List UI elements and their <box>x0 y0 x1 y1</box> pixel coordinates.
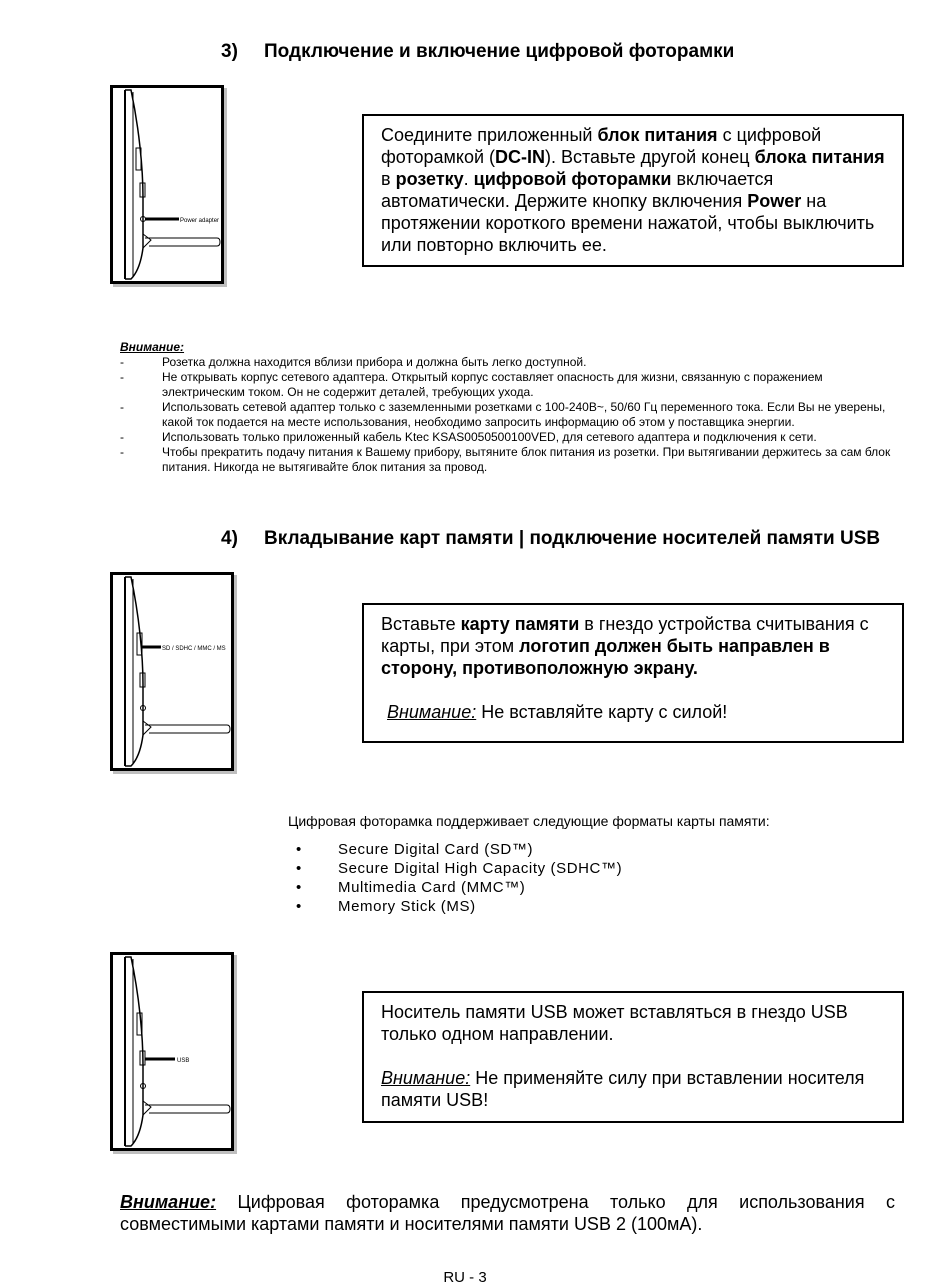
card-slot-callout: SD / SDHC / MMC / MS <box>162 646 226 652</box>
usb-instructions-text: Носитель памяти USB может вставляться в гнездо USB только одном направлении. <box>381 1002 848 1044</box>
section-3-heading <box>221 40 734 64</box>
section-3-number: 3) <box>221 41 238 62</box>
compatibility-note <box>120 1191 895 1235</box>
power-instructions-text: Соедините приложенный блок питания с цифровой фоторамкой (DC-IN). Вставьте другой конец блока питания в розетку. цифровой фоторамки включается автоматически. Держите кнопку включения Power на протяжении короткого времени нажатой, чтобы выключить или повторно включить ее. <box>381 125 885 255</box>
warning-item: - Чтобы прекратить подачу питания к Вашему прибору, вытяните блок питания из розетки. При вытягивании держитесь за сам блок питания. Никогда не вытягивайте блок питания за провод. <box>120 445 891 474</box>
compatibility-note-label: Внимание: <box>120 1192 217 1212</box>
page-number: RU - 3 <box>443 1269 487 1286</box>
section-4-heading <box>221 527 880 551</box>
power-adapter-callout: Power adapter <box>180 218 220 224</box>
section-4-number: 4) <box>221 528 238 549</box>
frame-side-view-card-image <box>113 575 231 768</box>
format-item: • Secure Digital High Capacity (SDHC™) <box>296 860 623 877</box>
warning-item: - Использовать сетевой адаптер только с заземленными розетками с 100-240В~, 50/60 Гц переменного тока. Если Вы не уверены, какой ток подается на месте использования, необходимо запросить информацию об этом у поставщика энергии. <box>120 400 886 429</box>
format-item: • Secure Digital Card (SD™) <box>296 841 534 858</box>
usb-port-callout: USB <box>177 1058 190 1064</box>
warning-title: Внимание: <box>120 340 185 354</box>
warning-item: - Розетка должна находится вблизи прибора и должна быть легко доступной. <box>120 355 587 369</box>
format-item: • Memory Stick (MS) <box>296 898 476 915</box>
memory-card-formats-list <box>296 840 622 916</box>
frame-side-view-power-image <box>113 88 221 281</box>
section-3-title: Подключение и включение цифровой фоторамки <box>264 41 735 62</box>
usb-instructions-box <box>362 991 904 1123</box>
memory-card-warning: Внимание: Не вставляйте карту с силой! <box>387 702 728 722</box>
formats-intro: Цифровая фоторамка поддерживает следующие форматы карты памяти: <box>288 813 770 829</box>
power-adapter-figure <box>110 85 224 284</box>
frame-side-view-usb-image <box>113 955 231 1148</box>
warning-item: - Не открывать корпус сетевого адаптера. Открытый корпус составляет опасность для жизни, связанную с поражением электрическим током. Он не содержит деталей, требующих ухода. <box>120 370 823 399</box>
section-4-title: Вкладывание карт памяти | подключение носителей памяти USB <box>264 528 881 549</box>
format-item: • Multimedia Card (MMC™) <box>296 879 526 896</box>
memory-card-figure <box>110 572 234 771</box>
usb-warning: Внимание: Не применяйте силу при вставлении носителя памяти USB! <box>381 1068 865 1110</box>
usb-figure <box>110 952 234 1151</box>
compatibility-note-text: Цифровая фоторамка предусмотрена только для использования с совместимыми картами памяти и носителями памяти USB 2 (100мА). <box>120 1192 895 1234</box>
warning-list <box>120 355 900 475</box>
power-instructions-box <box>362 114 904 267</box>
memory-card-instructions-text: Вставьте карту памяти в гнездо устройства считывания с карты, при этом логотип должен быть направлен в сторону, противоположную экрану. <box>381 614 869 678</box>
warning-item: - Использовать только приложенный кабель Ktec KSAS0050500100VED, для сетевого адаптера и подключения к сети. <box>120 430 817 444</box>
memory-card-instructions-box <box>362 603 904 743</box>
